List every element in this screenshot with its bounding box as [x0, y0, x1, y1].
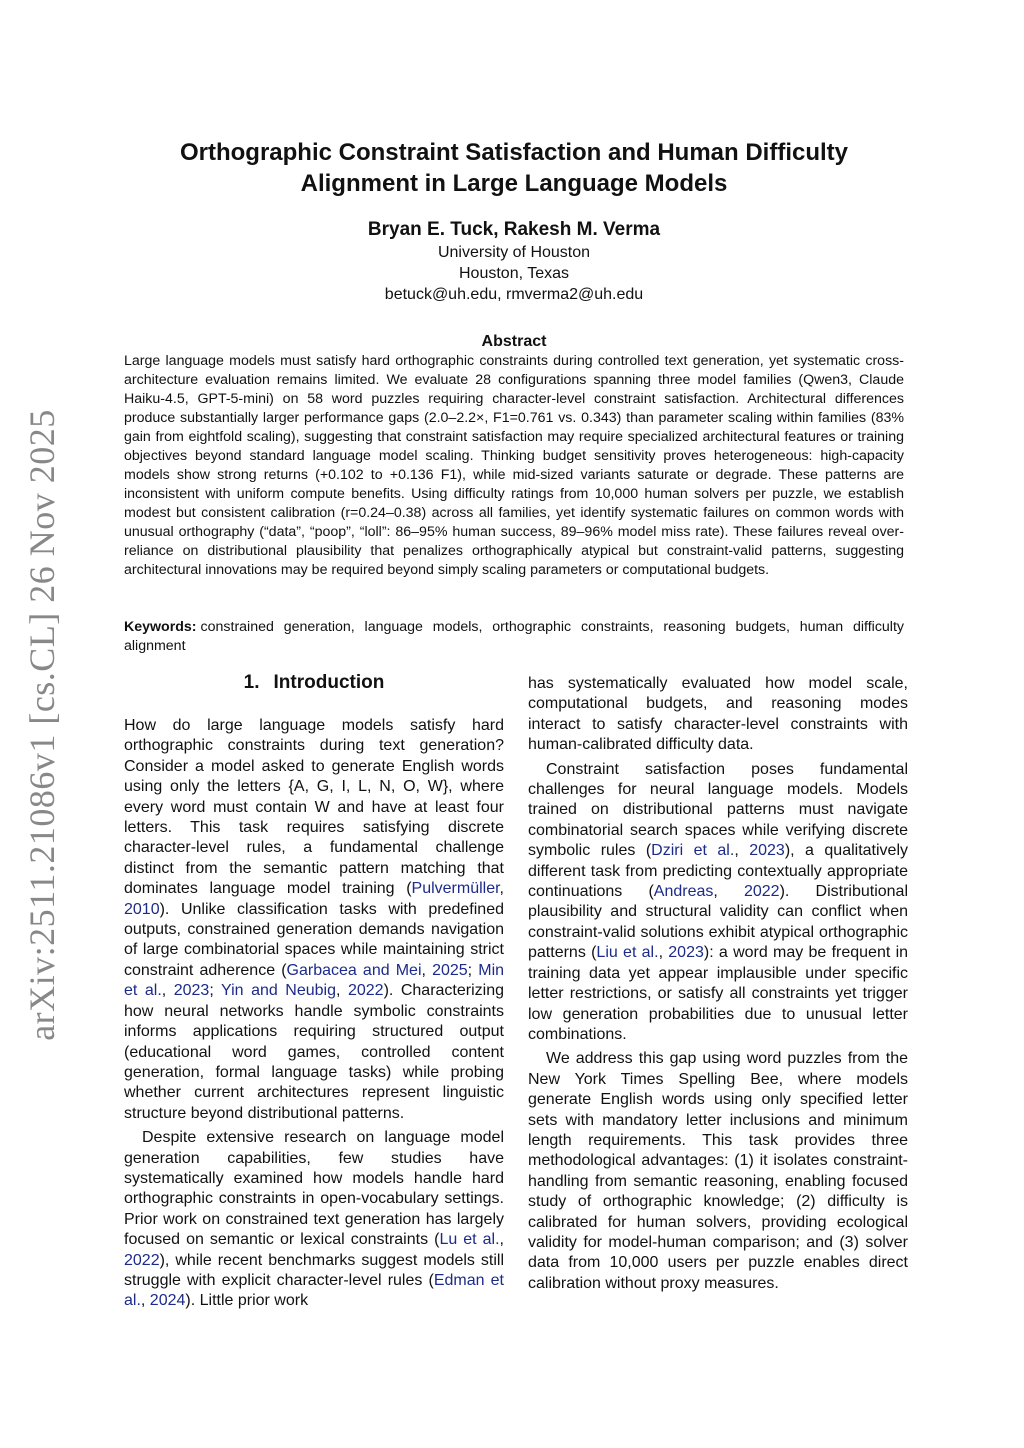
title-line-1: Orthographic Constraint Satisfaction and Human Difficulty [179, 139, 849, 166]
citation-link[interactable]: 2023 [173, 982, 210, 1000]
citation-link[interactable]: 2023 [749, 842, 785, 860]
intro-paragraph-3 [528, 760, 908, 1046]
intro-paragraph-1 [124, 716, 504, 1124]
citation-link[interactable]: 2022 [124, 1251, 160, 1269]
intro-paragraph-2-continued [528, 674, 908, 756]
citation-link[interactable]: Garbacea and Mei [286, 961, 422, 979]
text-span: ), a qualitatively different task from predicting contextually appropriate continuations ( [528, 842, 908, 901]
text-span: Despite extensive research on language model generation capabilities, few studies have systematically examined how models handle hard orthographic constraints in open-vocabulary settings. Prior work on constrained text generation has largely focused on semantic or lexical constraints ( [124, 1129, 504, 1249]
location: Houston, Texas [459, 265, 569, 282]
citation-link[interactable]: 2022 [743, 883, 780, 901]
text-span: ): a word may be frequent in training data yet appear implausible under specific letter restrictions, or satisfy all constraints yet trigger low generation probabilities due to unusual letter combinations. [528, 944, 909, 1043]
intro-paragraph-4 [528, 1049, 908, 1294]
text-span: has systematically evaluated how model scale, computational budgets, and reasoning modes interact to satisfy character-level constraints with human-calibrated difficulty data. [528, 675, 908, 754]
text-span: ). Characterizing how neural networks handle symbolic constraints informs applications requiring structured output (educational word games, controlled content generation, formal language tasks) while probing whether current architectures represent linguistic structure beyond distributional patterns. [124, 982, 505, 1122]
abstract-text: Large language models must satisfy hard orthographic constraints during controlled text generation, yet systematic cross-architecture evaluation remains limited. We evaluate 28 configurations spanning three model families (Qwen3, Claude Haiku-4.5, GPT-5-mini) on 58 word puzzles requiring character-level constraint satisfaction. Architectural differences produce substantially larger performance gaps (2.0–2.2×, F1=0.761 vs. 0.343) than parameter scaling within families (83% gain from eightfold scaling), suggesting that constraint satisfaction may require specialized architectural features or training objectives beyond standard language model scaling. Thinking budget sensitivity proves heterogeneous: high-capacity models show strong returns (+0.102 to +0.136 F1), while mid-sized variants saturate or degrade. These patterns are inconsistent with uniform compute benefits. Using difficulty ratings from 10,000 human solvers per puzzle, we establish modest but consistent calibration (r=0.24–0.38) across all families, yet identify systematic failures on common words with unusual orthography (“data”, “poop”, “loll”: 86–95% human success, 89–96% model miss rate). These failures reveal over-reliance on distributional plausibility that penalizes orthographically atypical but constraint-valid patterns, suggesting architectural innovations may be required beyond simply scaling parameters or computational budgets. [124, 353, 904, 578]
section-number: 1. [243, 672, 260, 693]
citation-link[interactable]: Yin and Neubig [221, 982, 336, 1000]
citation-link[interactable]: 2024 [149, 1292, 186, 1310]
text-span: , [499, 880, 504, 898]
citation-link[interactable]: 2023 [668, 944, 704, 962]
citation-link[interactable]: Lu et al. [439, 1231, 500, 1249]
keywords [124, 618, 904, 656]
text-span: , [734, 842, 750, 860]
section-title: Introduction [273, 672, 385, 693]
text-span: , [713, 883, 744, 901]
text-span: , [336, 982, 348, 1000]
authors: Bryan E. Tuck, Rakesh M. Verma [367, 219, 661, 240]
intro-paragraph-2 [124, 1128, 504, 1312]
title-line-2: Alignment in Large Language Models [300, 170, 728, 197]
text-span: ). Distributional plausibility and structural validity can conflict when constraint-valid solutions exhibit atypical orthographic patterns ( [528, 883, 908, 962]
text-span: We address this gap using word puzzles from the New York Times Spelling Bee, where models generate English words using only specified letter sets with mandatory letter inclusions and minimum length requirements. This task provides three methodological advantages: (1) it isolates constraint-handling from semantic reasoning, enabling focused study of orthographic knowledge; (2) difficulty is calibrated for human solvers, providing ecological validity for model-human comparison; and (3) solver data from 10,000 users per puzzle enables direct calibration without proxy measures. [528, 1050, 908, 1292]
text-span: ). Little prior work [185, 1292, 309, 1310]
affiliation-block [120, 242, 908, 305]
citation-link[interactable]: Min et al. [124, 961, 505, 1000]
citation-link[interactable]: Dziri et al. [651, 842, 735, 860]
paper-title [120, 137, 908, 199]
abstract-heading: Abstract [481, 333, 547, 350]
citation-link[interactable]: 2025 [432, 961, 468, 979]
affiliation: University of Houston [437, 244, 591, 261]
text-span: , [140, 1292, 150, 1310]
text-span: , [421, 961, 433, 979]
text-span: , [499, 1231, 504, 1249]
section-heading-introduction [124, 670, 504, 696]
citation-link[interactable]: 2010 [124, 900, 160, 918]
text-span: Constraint satisfaction poses fundamental challenges for neural language models. Models trained on distributional patterns must navigate combinatorial search spaces while verifying discrete symbolic rules ( [528, 760, 908, 860]
text-span: ; [209, 982, 222, 1000]
citation-link[interactable]: 2022 [347, 982, 384, 1000]
arxiv-sidebar [12, 409, 72, 1041]
arxiv-identifier: arXiv:2511.21086v1 [cs.CL] 26 Nov 2025 [22, 409, 63, 1041]
keywords-text: constrained generation, language models, orthographic constraints, reasoning budgets, human difficulty alignment [124, 619, 904, 654]
text-span: How do large language models satisfy hard orthographic constraints during text generation? Consider a model asked to generate English words using only the letters {A, G, I, L, N, O, W}, where every word must contain W and have at least four letters. This task requires satisfying discrete character-level rules, a fundamental challenge distinct from the semantic pattern matching that dominates language model training ( [124, 717, 504, 898]
text-span: ). Unlike classification tasks with predefined outputs, constrained generation demands navigation of large combinatorial spaces while maintaining strict constraint adherence ( [124, 900, 504, 979]
text-span: , [161, 982, 174, 1000]
text-span: ), while recent benchmarks suggest models still struggle with explicit character-level rules ( [124, 1251, 504, 1289]
citation-link[interactable]: Pulvermüller [411, 880, 500, 898]
citation-link[interactable]: Andreas [653, 883, 714, 901]
left-column [124, 670, 504, 1312]
citation-link[interactable]: Liu et al. [596, 944, 659, 962]
right-column [528, 674, 908, 1294]
emails: betuck@uh.edu, rmverma2@uh.edu [384, 286, 644, 303]
text-span: ; [467, 961, 479, 979]
citation-link[interactable]: Edman et al. [124, 1271, 505, 1310]
keywords-label: Keywords: [124, 619, 197, 635]
text-span: , [658, 944, 669, 962]
